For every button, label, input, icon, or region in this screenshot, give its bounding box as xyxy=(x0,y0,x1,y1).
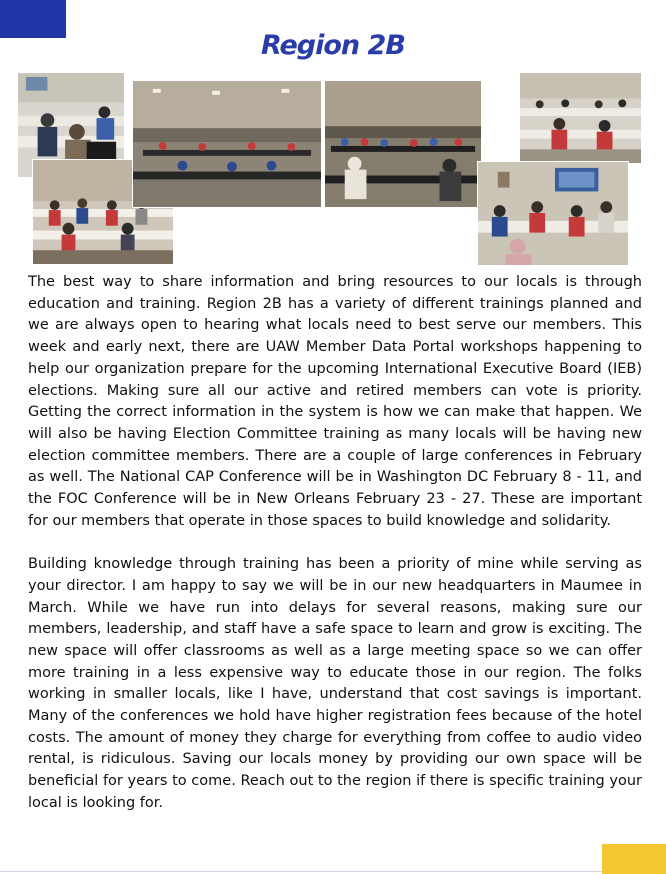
bottom-divider xyxy=(0,871,666,872)
photo-conference-hall-wide xyxy=(324,80,482,208)
article-paragraph-1: The best way to share information and bring resources to our locals is through education and training. Region 2B has a variety of different trainings planned and we are always open to hearing what locals need to best serve our members. This week and early next, there are UAW Member Data Portal workshops happening to help our organization prepare for the upcoming International Executive Board (IEB) elections. Making sure all our active and retired members can vote is priority. Getting the correct information in the system is how we can make that happen. We will also be having Election Committee training as many locals will be having new election committee members. There are a couple of large conferences in February as well. The National CAP Conference will be in Washington DC February 8 - 11, and the FOC Conference will be in New Orleans February 23 - 27. These are important for our members that operate in those spaces to build knowledge and solidarity. xyxy=(28,274,642,529)
photo-classroom-right xyxy=(519,72,642,164)
article-paragraph-2: Building knowledge through training has been a priority of mine while serving as your director. I am happy to say we will be in our new headquarters in Maumee in March. While we have run into delays for several reasons, making sure our members, leadership, and staff have a safe space to learn and grow is exciting. The new space will offer classrooms as well as a large meeting space so we can offer more training in a less expensive way to educate those in our region. The folks working in smaller locals, like I have, understand that cost savings is important. Many of the conferences we hold have higher registration fees because of the hotel costs. The amount of money they charge for everything from coffee to audio video rental, is ridiculous. Saving our locals money by providing our own space will be beneficial for years to come. Reach out to the region if there is specific training your local is looking for. xyxy=(28,556,642,811)
photo-presentation-screen xyxy=(477,161,629,266)
corner-accent-yellow xyxy=(602,844,666,874)
page-title: Region 2B xyxy=(261,30,405,62)
article-body xyxy=(28,272,642,815)
photo-conference-hall xyxy=(132,80,322,208)
